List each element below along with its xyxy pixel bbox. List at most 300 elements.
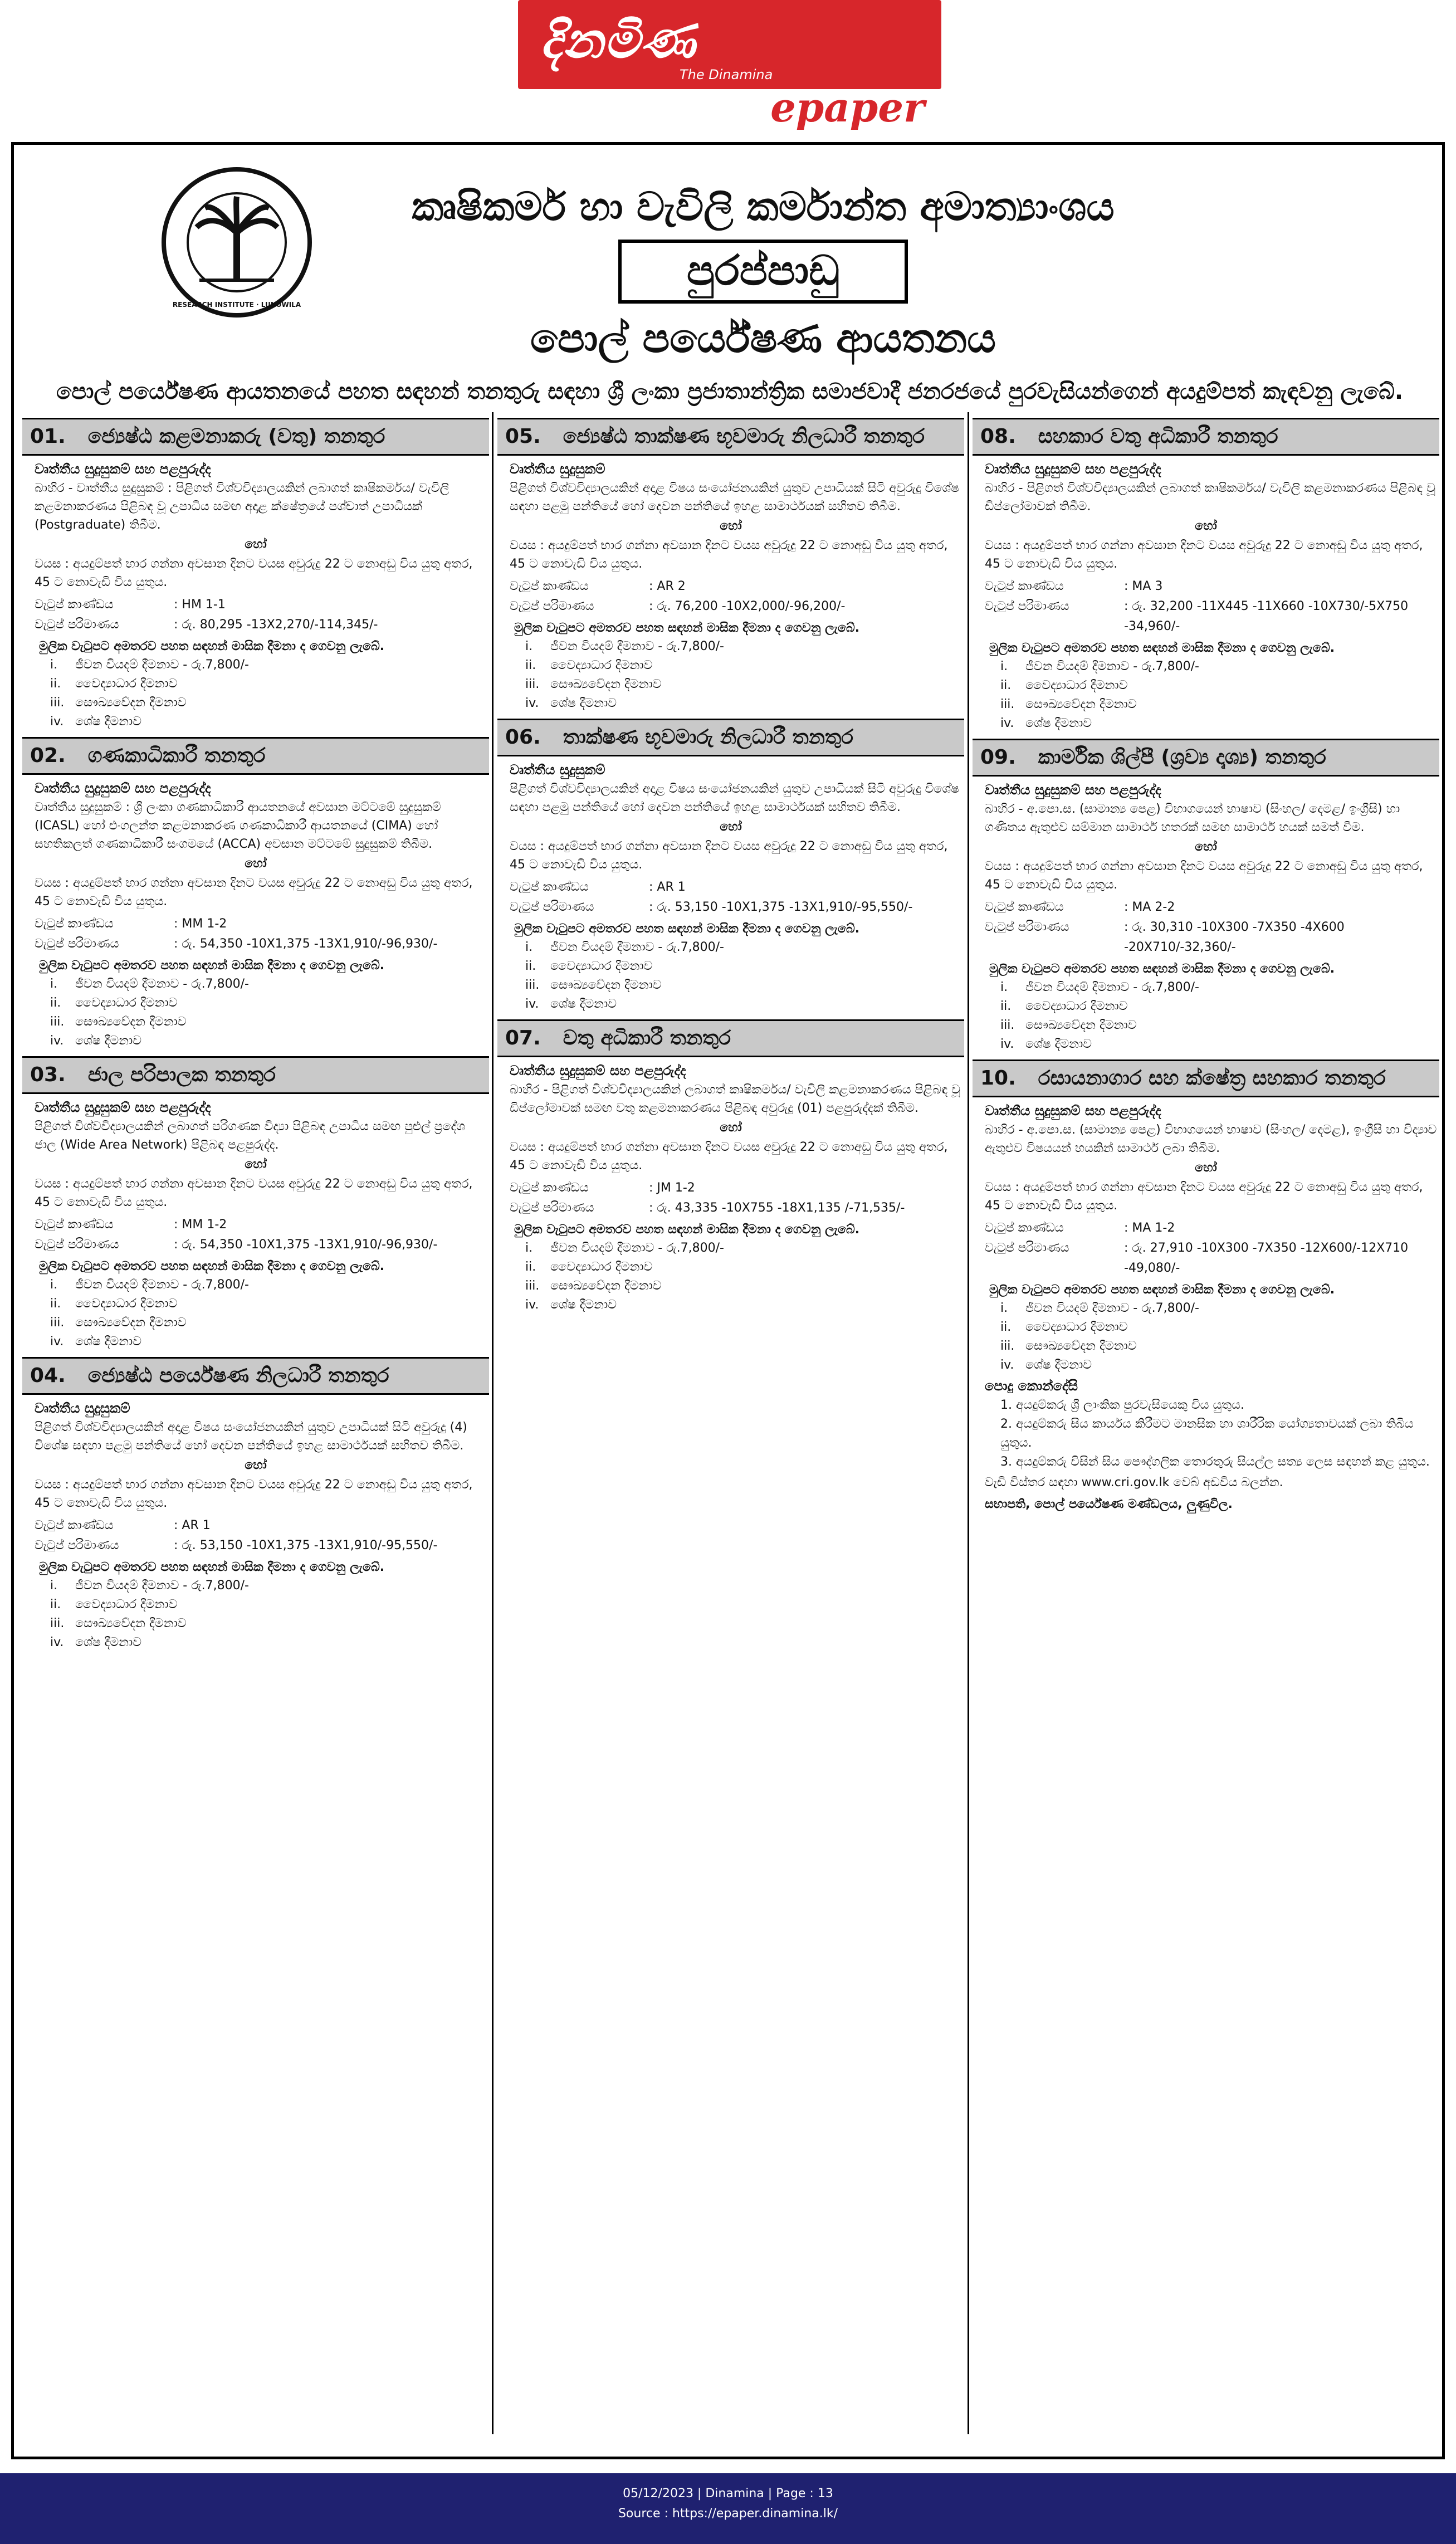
institute-logo xyxy=(162,167,312,318)
allowance-item xyxy=(1000,676,1439,695)
salary-value: : රු. 27,910 -10X300 -7X350 -12X600/-12X710 -49,080/- xyxy=(1124,1241,1409,1275)
allowance-number: i. xyxy=(1000,660,1008,673)
allowance-title: මුලික වැටුපට අමතරව පහත සඳහන් මාසික දීමනා ද ගෙවනු ලැබේ. xyxy=(39,1560,385,1574)
salary-value: : රු. 54,350 -10X1,375 -13X1,910/-96,930/- xyxy=(174,937,438,951)
allowance-number: ii. xyxy=(50,677,61,691)
allowance-title: මුලික වැටුපට අමතරව පහත සඳහන් මාසික දීමනා ද ගෙවනු ලැබේ. xyxy=(989,641,1335,655)
allowance-text: සෞඛ්‍යවේදන දීමනාව xyxy=(550,978,662,992)
allowance-number: ii. xyxy=(525,959,536,973)
allowance-number: iv. xyxy=(50,1034,64,1048)
allowance-text: ශේෂ දීමනාව xyxy=(75,1635,142,1649)
post-number: 07. xyxy=(505,1027,541,1049)
allowance-number: ii. xyxy=(525,658,536,672)
allowance-item xyxy=(50,1332,489,1351)
post-qualification-heading: වෘත්තීය සුදුසුකම් සහ පළපුරුද්ද xyxy=(35,461,211,477)
scale-label: වැටුප් කාණ්ඩය xyxy=(35,917,114,931)
post-qualification-heading: වෘත්තීය සුදුසුකම් සහ පළපුරුද්ද xyxy=(35,1100,211,1115)
allowance-text: ජීවන වියදම් දීමනාව - රු.7,800/- xyxy=(550,940,724,954)
age-text: වයස : අයදුම්පත් භාර ගන්නා අවසාන දිනට වයස අවුරුදු 22 ට නොඅඩු විය යුතු අතර, 45 ට නොවැඩි විය යුතුය. xyxy=(985,1180,1423,1213)
post-section xyxy=(22,418,489,731)
allowance-number: iii. xyxy=(525,677,540,691)
scale-label: වැටුප් කාණ්ඩය xyxy=(510,880,589,894)
masthead-edition: epaper xyxy=(770,84,925,131)
allowance-text: සෞඛ්‍යවේදන දීමනාව xyxy=(1025,1018,1137,1032)
allowance-list xyxy=(22,656,489,731)
allowance-item xyxy=(525,675,964,694)
salary-row xyxy=(510,1198,964,1218)
allowance-item xyxy=(525,656,964,675)
allowance-item xyxy=(50,1614,489,1633)
post-header xyxy=(22,1357,489,1395)
allowance-number: i. xyxy=(1000,980,1008,994)
allowance-list xyxy=(22,1276,489,1351)
scale-row xyxy=(510,577,964,597)
allowance-number: iii. xyxy=(525,1279,540,1293)
scale-label: වැටුප් කාණ්ඩය xyxy=(985,579,1064,593)
salary-row xyxy=(510,897,964,917)
salary-value: : රු. 80,295 -13X2,270/-114,345/- xyxy=(174,618,378,632)
post-header xyxy=(973,418,1439,456)
post-qualification-heading: වෘත්තීය සුදුසුකම් xyxy=(35,1400,130,1416)
allowance-list xyxy=(497,637,964,713)
post-number: 10. xyxy=(980,1067,1016,1090)
allowance-item xyxy=(1000,714,1439,733)
allowance-item xyxy=(525,976,964,995)
post-number: 03. xyxy=(30,1063,66,1086)
allowance-number: iv. xyxy=(50,715,64,729)
post-title: තාක්ෂණ භූවමාරු නිලධාරී තනතුර xyxy=(563,726,853,749)
allowance-item xyxy=(1000,1318,1439,1337)
allowance-text: සෞඛ්‍යවේදන දීමනාව xyxy=(75,696,187,710)
allowance-list xyxy=(497,1239,964,1315)
salary-label: වැටුප් පරිමාණය xyxy=(510,599,594,613)
scale-value: : MM 1-2 xyxy=(174,917,227,931)
allowance-text: සෞඛ්‍යවේදන දීමනාව xyxy=(75,1015,187,1029)
or-separator: හෝ xyxy=(245,1158,267,1171)
scale-row xyxy=(510,877,964,897)
footer-strip xyxy=(0,2473,1456,2544)
post-number: 08. xyxy=(980,425,1016,448)
allowance-text: ජීවන වියදම් දීමනාව - රු.7,800/- xyxy=(1025,1301,1199,1315)
allowance-number: iii. xyxy=(50,1015,65,1029)
or-separator: හෝ xyxy=(1195,1161,1217,1175)
salary-label: වැටුප් පරිමාණය xyxy=(510,900,594,914)
post-qualification-heading: වෘත්තීය සුදුසුකම් සහ පළපුරුද්ද xyxy=(35,780,211,796)
allowance-text: වෛද්‍යාධාර දීමනාව xyxy=(550,1260,653,1274)
column-divider xyxy=(492,412,494,2434)
allowance-number: i. xyxy=(50,1278,58,1292)
allowance-number: iv. xyxy=(525,997,539,1011)
allowance-item xyxy=(1000,1299,1439,1318)
post-body: වෘත්තීය සුදුසුකම් : ශ්‍රී ලංකා ගණකාධිකාරී ආයතනයේ අවසාන මට්ටමේ සුදුසුකම් (ICASL) හෝ එංගලන්ත කළමනාකරණ ගණකාධිකාරී ආයතනයේ (CIMA) හෝ සහතිකලත් ගණකාධිකාරී සංගමයේ (ACCA) අවසාන මට්ටමේ සුදුසුකම් තිබීම. xyxy=(35,800,441,851)
age-text: වයස : අයදුම්පත් භාර ගන්නා අවසාන දිනට වයස අවුරුදු 22 ට නොඅඩු විය යුතු අතර, 45 ට නොවැඩි විය යුතුය. xyxy=(985,539,1423,571)
post-section xyxy=(497,1019,964,1315)
post-qualification-heading: වෘත්තීය සුදුසුකම් සහ පළපුරුද්ද xyxy=(985,782,1161,798)
general-conditions xyxy=(973,1378,1439,1513)
allowance-text: ශේෂ දීමනාව xyxy=(75,1335,142,1349)
allowance-item xyxy=(1000,1337,1439,1356)
allowance-number: iv. xyxy=(1000,716,1014,730)
post-body: බාහිර - අ.පො.ස. (සාමාන්‍ය පෙළ) විභාගයෙන් භාෂාව (සිංහල/ දෙමළ), ඉංග්‍රීසි හා විද්‍යාව ඇතුළුව විෂයයන් හයකින් සාමාර්ථ ලබා තිබීම. xyxy=(985,1123,1437,1155)
allowance-number: iii. xyxy=(50,1316,65,1330)
column-1 xyxy=(22,412,489,1652)
allowance-number: i. xyxy=(50,977,58,991)
masthead-banner xyxy=(518,0,941,89)
allowance-number: iii. xyxy=(1000,1339,1015,1353)
scale-value: : MM 1-2 xyxy=(174,1218,227,1232)
allowance-number: i. xyxy=(525,1241,533,1255)
allowance-number: iv. xyxy=(50,1335,64,1349)
post-title: රසායනාගාර සහ ක්ෂේත්‍ර සහකාර තනතුර xyxy=(1038,1067,1386,1090)
ministry-title: කෘෂිකර්ම හා වැවිලි කර්මාන්ත අමාත්‍යාංශය xyxy=(412,184,1115,230)
age-text: වයස : අයදුම්පත් භාර ගන්නා අවසාන දිනට වයස අවුරුදු 22 ට නොඅඩු විය යුතු අතර, 45 ට නොවැඩි විය යුතුය. xyxy=(35,1478,473,1510)
allowance-text: ජීවන වියදම් දීමනාව - රු.7,800/- xyxy=(75,977,249,991)
allowance-item xyxy=(50,656,489,675)
allowance-number: i. xyxy=(525,940,533,954)
scale-value: : HM 1-1 xyxy=(174,598,226,612)
allowance-text: වෛද්‍යාධාර දීමනාව xyxy=(75,996,178,1010)
allowance-title: මුලික වැටුපට අමතරව පහත සඳහන් මාසික දීමනා ද ගෙවනු ලැබේ. xyxy=(514,1223,860,1237)
allowance-text: සෞඛ්‍යවේදන දීමනාව xyxy=(1025,1339,1137,1353)
salary-label: වැටුප් පරිමාණය xyxy=(35,937,119,951)
scale-row xyxy=(35,914,489,934)
or-separator: හෝ xyxy=(720,1121,742,1135)
allowance-text: ශේෂ දීමනාව xyxy=(75,715,142,729)
allowance-text: ජීවන වියදම් දීමනාව - රු.7,800/- xyxy=(550,639,724,653)
allowance-number: ii. xyxy=(1000,678,1012,692)
palm-tree-icon xyxy=(166,172,307,313)
vacancy-title: පුරප්පාඩු xyxy=(618,240,908,304)
scale-label: වැටුප් කාණ්ඩය xyxy=(510,1181,589,1195)
allowance-number: ii. xyxy=(525,1260,536,1274)
allowance-list xyxy=(22,1576,489,1652)
allowance-title: මුලික වැටුපට අමතරව පහත සඳහන් මාසික දීමනා ද ගෙවනු ලැබේ. xyxy=(989,962,1335,976)
post-section xyxy=(973,418,1439,733)
allowance-text: ශේෂ දීමනාව xyxy=(75,1034,142,1048)
allowance-text: ජීවන වියදම් දීමනාව - රු.7,800/- xyxy=(75,658,249,672)
post-header xyxy=(22,418,489,456)
allowance-item xyxy=(525,995,964,1014)
allowance-item xyxy=(1000,978,1439,997)
post-section xyxy=(22,1357,489,1652)
allowance-item xyxy=(50,1313,489,1332)
post-body: බාහිර - අ.පො.ස. (සාමාන්‍ය පෙළ) විභාගයෙන් භාෂාව (සිංහල/ දෙමළ/ ඉංග්‍රීසි) හා ගණිතය ඇතුළුව සම්මාන සාමාර්ථ හතරක් සමඟ සාමාර්ථ හයක් සමත් වීම. xyxy=(985,802,1400,834)
allowance-text: ජීවන වියදම් දීමනාව - රු.7,800/- xyxy=(75,1579,249,1593)
scale-value: : MA 3 xyxy=(1124,579,1163,593)
post-title: ගණකාධිකාරී තනතුර xyxy=(87,744,266,767)
scale-row xyxy=(985,577,1439,597)
post-body: පිළිගත් විශ්වවිද්‍යාලයකින් අදාළ විෂය සංයෝජනයකින් යුතුව උපාධියක් සිටි අවුරුදු විශේෂ සඳහා පළමු පන්තියේ හෝ දෙවන පන්තියේ ඉහළ සාමාර්ථයක් සහිතව තිබීම. xyxy=(510,481,960,514)
allowance-item xyxy=(525,1258,964,1277)
signature: සභාපති, පොල් පර්යේෂණ මණ්ඩලය, ලුණුවිල. xyxy=(985,1497,1233,1511)
allowance-number: ii. xyxy=(1000,1320,1012,1334)
masthead-subtitle: The Dinamina xyxy=(680,67,773,82)
post-body: බාහිර - වෘත්තීය සුදුසුකම් : පිළිගත් විශ්වවිද්‍යාලයකින් ලබාගත් කෘෂිකර්මය/ වැවිලි කළමනාකරණය පිළිබඳ වූ උපාධිය සමඟ අදාළ ක්ෂේත්‍රයේ පශ්චාත් උපාධියක් (Postgraduate) තිබීම. xyxy=(35,481,449,532)
scale-value: : JM 1-2 xyxy=(649,1181,695,1195)
allowance-number: i. xyxy=(50,1579,58,1593)
allowance-item xyxy=(1000,1035,1439,1054)
institute-title: පොල් පර්යේෂණ ආයතනය xyxy=(530,315,996,362)
post-title: සහකාර වතු අධිකාරී තනතුර xyxy=(1038,425,1278,448)
post-body: පිළිගත් විශ්වවිද්‍යාලයකින් අදාළ විෂය සංයෝජනයකින් යුතුව උපාධියක් සිටි අවුරුදු විශේෂ සඳහා පළමු පන්තියේ හෝ දෙවන පන්තියේ ඉහළ සාමාර්ථයක් සහිතව තිබීම. xyxy=(510,782,960,814)
post-qualification-heading: වෘත්තීය සුදුසුකම් xyxy=(510,762,605,778)
scale-value: : AR 1 xyxy=(174,1518,211,1532)
allowance-list xyxy=(22,975,489,1051)
salary-label: වැටුප් පරිමාණය xyxy=(35,618,119,632)
allowance-item xyxy=(50,1576,489,1595)
allowance-item xyxy=(525,938,964,957)
allowance-number: ii. xyxy=(50,996,61,1010)
scale-value: : AR 2 xyxy=(649,579,686,593)
allowance-text: වෛද්‍යාධාර දීමනාව xyxy=(75,677,178,691)
footer-line: 05/12/2023 | Dinamina | Page : 13 xyxy=(623,2487,833,2501)
salary-value: : රු. 53,150 -10X1,375 -13X1,910/-95,550/- xyxy=(174,1539,438,1552)
or-separator: හෝ xyxy=(245,538,267,551)
general-item: 3. අයදුම්කරු විසින් සිය පෞද්ගලික තොරතුරු සියල්ල සත්‍ය ලෙස සඳහන් කළ යුතුය. xyxy=(1000,1455,1430,1469)
allowance-text: සෞඛ්‍යවේදන දීමනාව xyxy=(75,1316,187,1330)
allowance-item xyxy=(50,694,489,712)
allowance-text: ශේෂ දීමනාව xyxy=(550,997,617,1011)
or-separator: හෝ xyxy=(1195,840,1217,854)
post-qualification-heading: වෘත්තීය සුදුසුකම් xyxy=(510,461,605,477)
allowance-item xyxy=(50,1013,489,1032)
salary-row xyxy=(35,934,489,954)
post-body: පිළිගත් විශ්වවිද්‍යාලයකින් ලබාගත් පරිගණක විද්‍යා පිළිබඳ උපාධිය සමඟ පුළුල් ප්‍රදේශ ජාල (Wide Area Network) පිළිබඳ පළපුරුද්ද. xyxy=(35,1120,466,1152)
allowance-item xyxy=(525,957,964,976)
post-section xyxy=(22,1056,489,1351)
allowance-title: මුලික වැටුපට අමතරව පහත සඳහන් මාසික දීමනා ද ගෙවනු ලැබේ. xyxy=(514,621,860,635)
allowance-text: වෛද්‍යාධාර දීමනාව xyxy=(1025,999,1128,1013)
salary-row xyxy=(35,615,489,635)
allowance-item xyxy=(525,1277,964,1296)
allowance-number: iv. xyxy=(1000,1037,1014,1051)
allowance-title: මුලික වැටුපට අමතරව පහත සඳහන් මාසික දීමනා ද ගෙවනු ලැබේ. xyxy=(39,959,385,973)
allowance-item xyxy=(50,1276,489,1295)
footer-source: Source : https://epaper.dinamina.lk/ xyxy=(618,2507,838,2521)
post-section xyxy=(973,1059,1439,1375)
allowance-item xyxy=(50,1295,489,1313)
post-title: ජ්‍යෙෂ්ඨ තාක්ෂණ භූවමාරු නිලධාරී තනතුර xyxy=(563,425,925,448)
salary-value: : රු. 53,150 -10X1,375 -13X1,910/-95,550/- xyxy=(649,900,913,914)
column-2 xyxy=(497,412,964,1315)
allowance-text: සෞඛ්‍යවේදන දීමනාව xyxy=(550,677,662,691)
allowance-text: සෞඛ්‍යවේදන දීමනාව xyxy=(75,1617,187,1630)
allowance-number: iii. xyxy=(50,1617,65,1630)
salary-row xyxy=(35,1536,489,1556)
allowance-item xyxy=(50,1633,489,1652)
post-body: බාහිර - පිළිගත් විශ්වවිද්‍යාලයකින් ලබාගත් කෘෂිකර්මය/ වැවිලි කළමනාකරණය පිළිබඳ වූ ඩිප්ලෝමාවක් තිබීම. xyxy=(985,481,1435,514)
salary-row xyxy=(985,597,1439,637)
post-header xyxy=(22,737,489,775)
allowance-title: මුලික වැටුපට අමතරව පහත සඳහන් මාසික දීමනා ද ගෙවනු ලැබේ. xyxy=(989,1283,1335,1297)
post-title: ජ්‍යෙෂ්ඨ පර්යේෂණ නිලධාරී තනතුර xyxy=(87,1364,389,1387)
allowance-text: ජීවන වියදම් දීමනාව - රු.7,800/- xyxy=(1025,980,1199,994)
scale-row xyxy=(35,1215,489,1235)
post-title: කාර්මික ශිල්පී (ශ්‍රව්‍ය දෘශ්‍ය) තනතුර xyxy=(1038,746,1326,769)
masthead xyxy=(518,0,941,131)
age-text: වයස : අයදුම්පත් භාර ගන්නා අවසාන දිනට වයස අවුරුදු 22 ට නොඅඩු විය යුතු අතර, 45 ට නොවැඩි විය යුතුය. xyxy=(510,539,948,571)
allowance-number: iv. xyxy=(525,1298,539,1312)
post-header xyxy=(973,739,1439,777)
scale-row xyxy=(510,1178,964,1198)
age-text: වයස : අයදුම්පත් භාර ගන්නා අවසාන දිනට වයස අවුරුදු 22 ට නොඅඩු විය යුතු අතර, 45 ට නොවැඩි විය යුතුය. xyxy=(35,1177,473,1209)
scale-value: : MA 1-2 xyxy=(1124,1221,1175,1235)
or-separator: හෝ xyxy=(245,1458,267,1472)
salary-value: : රු. 76,200 -10X2,000/-96,200/- xyxy=(649,599,846,613)
or-separator: හෝ xyxy=(245,857,267,871)
allowance-text: ශේෂ දීමනාව xyxy=(550,1298,617,1312)
masthead-title: දිනමිණ xyxy=(540,11,697,69)
allowance-item xyxy=(50,1032,489,1051)
allowance-number: i. xyxy=(1000,1301,1008,1315)
post-header xyxy=(497,1019,964,1057)
allowance-title: මුලික වැටුපට අමතරව පහත සඳහන් මාසික දීමනා ද ගෙවනු ලැබේ. xyxy=(39,639,385,653)
allowance-number: iv. xyxy=(1000,1358,1014,1372)
allowance-list xyxy=(973,978,1439,1054)
logo-text: RESEARCH INSTITUTE · LUNUWILA xyxy=(172,301,301,309)
allowance-item xyxy=(50,994,489,1013)
post-body: පිළිගත් විශ්වවිද්‍යාලයකින් අදාළ විෂය සංයෝජනයකින් යුතුව උපාධියක් සිටි අවුරුදු (4) විශේෂ සඳහා පළමු පන්තියේ හෝ දෙවන පන්තියේ ඉහළ සාමාර්ථයක් සහිතව තිබීම. xyxy=(35,1420,467,1453)
allowance-item xyxy=(525,1296,964,1315)
allowance-text: වෛද්‍යාධාර දීමනාව xyxy=(1025,1320,1128,1334)
or-separator: හෝ xyxy=(720,519,742,533)
allowance-text: වෛද්‍යාධාර දීමනාව xyxy=(550,658,653,672)
general-item: 2. අයදුම්කරු සිය කාර්යය කිරීමට මානසික හා ශාරීරික යෝග්‍යතාවයක් ලබා තිබිය යුතුය. xyxy=(1000,1417,1414,1450)
allowance-text: ශේෂ දීමනාව xyxy=(550,696,617,710)
allowance-text: ජීවන වියදම් දීමනාව - රු.7,800/- xyxy=(550,1241,724,1255)
age-text: වයස : අයදුම්පත් භාර ගන්නා අවසාන දිනට වයස අවුරුදු 22 ට නොඅඩු විය යුතු අතර, 45 ට නොවැඩි විය යුතුය. xyxy=(510,839,948,872)
allowance-text: ජීවන වියදම් දීමනාව - රු.7,800/- xyxy=(1025,660,1199,673)
allowance-number: i. xyxy=(50,658,58,672)
salary-label: වැටුප් පරිමාණය xyxy=(510,1201,594,1215)
allowance-item xyxy=(50,712,489,731)
allowance-item xyxy=(50,1595,489,1614)
post-title: ජාල පරිපාලක තනතුර xyxy=(87,1063,276,1086)
or-separator: හෝ xyxy=(720,820,742,834)
general-item: 1. අයදුම්කරු ශ්‍රී ලාංකික පුරවැසියෙකු විය යුතුය. xyxy=(1000,1398,1244,1412)
scale-row xyxy=(985,1218,1439,1238)
allowance-title: මුලික වැටුපට අමතරව පහත සඳහන් මාසික දීමනා ද ගෙවනු ලැබේ. xyxy=(514,922,860,936)
salary-value: : රු. 30,310 -10X300 -7X350 -4X600 -20X710/-32,360/- xyxy=(1124,920,1345,954)
or-separator: හෝ xyxy=(1195,519,1217,533)
salary-value: : රු. 32,200 -11X445 -11X660 -10X730/-5X750 -34,960/- xyxy=(1124,599,1409,633)
column-divider xyxy=(968,412,969,2434)
allowance-item xyxy=(50,675,489,694)
allowance-item xyxy=(1000,1356,1439,1375)
allowance-text: සෞඛ්‍යවේදන දීමනාව xyxy=(1025,697,1137,711)
post-section xyxy=(497,719,964,1014)
post-header xyxy=(497,719,964,756)
allowance-item xyxy=(1000,695,1439,714)
age-text: වයස : අයදුම්පත් භාර ගන්නා අවසාන දිනට වයස අවුරුදු 22 ට නොඅඩු විය යුතු අතර, 45 ට නොවැඩි විය යුතුය. xyxy=(35,876,473,909)
salary-label: වැටුප් පරිමාණය xyxy=(35,1539,119,1552)
post-number: 02. xyxy=(30,744,66,767)
post-title: වතු අධිකාරී තනතුර xyxy=(563,1027,731,1049)
allowance-number: iii. xyxy=(525,978,540,992)
post-number: 06. xyxy=(505,726,541,749)
scale-label: වැටුප් කාණ්ඩය xyxy=(985,1221,1064,1235)
scale-label: වැටුප් කාණ්ඩය xyxy=(35,598,114,612)
allowance-list xyxy=(973,657,1439,733)
allowance-text: වෛද්‍යාධාර දීමනාව xyxy=(75,1598,178,1612)
allowance-number: iv. xyxy=(525,696,539,710)
allowance-number: i. xyxy=(525,639,533,653)
salary-label: වැටුප් පරිමාණය xyxy=(35,1238,119,1252)
post-qualification-heading: වෘත්තීය සුදුසුකම් සහ පළපුරුද්ද xyxy=(985,1103,1161,1119)
salary-row xyxy=(985,917,1439,958)
scale-label: වැටුප් කාණ්ඩය xyxy=(985,900,1064,914)
allowance-number: iii. xyxy=(50,696,65,710)
allowance-number: ii. xyxy=(50,1297,61,1311)
salary-row xyxy=(510,597,964,617)
allowance-item xyxy=(1000,657,1439,676)
post-number: 05. xyxy=(505,425,541,448)
salary-label: වැටුප් පරිමාණය xyxy=(985,920,1069,934)
post-section xyxy=(973,739,1439,1054)
scale-label: වැටුප් කාණ්ඩය xyxy=(35,1518,114,1532)
allowance-item xyxy=(525,1239,964,1258)
scale-row xyxy=(35,595,489,615)
scale-value: : AR 1 xyxy=(649,880,686,894)
allowance-list xyxy=(497,938,964,1014)
post-body: බාහිර - පිළිගත් විශ්වවිද්‍යාලයකින් ලබාගත් කෘෂිකර්මය/ වැවිලි කළමනාකරණය පිළිබඳ වූ ඩිප්ලෝමාවක් සමඟ වතු කළමනාකරණය පිළිබඳ අවුරුදු (01) පළපුරුද්දක් තිබීම. xyxy=(510,1083,960,1115)
salary-label: වැටුප් පරිමාණය xyxy=(985,1241,1069,1255)
scale-label: වැටුප් කාණ්ඩය xyxy=(35,1218,114,1232)
post-title: ජ්‍යෙෂ්ඨ කළමනාකරු (වතු) තනතුර xyxy=(87,425,385,448)
salary-row xyxy=(985,1238,1439,1278)
allowance-text: ශේෂ දීමනාව xyxy=(1025,716,1092,730)
post-qualification-heading: වෘත්තීය සුදුසුකම් සහ පළපුරුද්ද xyxy=(510,1063,686,1078)
allowance-title: මුලික වැටුපට අමතරව පහත සඳහන් මාසික දීමනා ද ගෙවනු ලැබේ. xyxy=(39,1259,385,1273)
salary-row xyxy=(35,1235,489,1255)
website-note: වැඩි විස්තර සඳහා www.cri.gov.lk වෙබ් අඩවිය බලන්න. xyxy=(985,1476,1283,1490)
allowance-text: ජීවන වියදම් දීමනාව - රු.7,800/- xyxy=(75,1278,249,1292)
allowance-number: ii. xyxy=(50,1598,61,1612)
allowance-number: iii. xyxy=(1000,697,1015,711)
scale-label: වැටුප් කාණ්ඩය xyxy=(510,579,589,593)
allowance-text: ශේෂ දීමනාව xyxy=(1025,1037,1092,1051)
salary-label: වැටුප් පරිමාණය xyxy=(985,599,1069,613)
allowance-text: සෞඛ්‍යවේදන දීමනාව xyxy=(550,1279,662,1293)
allowance-text: ශේෂ දීමනාව xyxy=(1025,1358,1092,1372)
post-section xyxy=(22,737,489,1051)
allowance-text: වෛද්‍යාධාර දීමනාව xyxy=(550,959,653,973)
post-header xyxy=(22,1056,489,1094)
allowance-number: ii. xyxy=(1000,999,1012,1013)
age-text: වයස : අයදුම්පත් භාර ගන්නා අවසාන දිනට වයස අවුරුදු 22 ට නොඅඩු විය යුතු අතර, 45 ට නොවැඩි විය යුතුය. xyxy=(985,860,1423,892)
column-3 xyxy=(973,412,1439,1517)
post-number: 04. xyxy=(30,1364,66,1387)
allowance-item xyxy=(525,637,964,656)
salary-value: : රු. 54,350 -10X1,375 -13X1,910/-96,930/- xyxy=(174,1238,438,1252)
age-text: වයස : අයදුම්පත් භාර ගන්නා අවසාන දිනට වයස අවුරුදු 22 ට නොඅඩු විය යුතු අතර, 45 ට නොවැඩි විය යුතුය. xyxy=(510,1140,948,1173)
post-qualification-heading: වෘත්තීය සුදුසුකම් සහ පළපුරුද්ද xyxy=(985,461,1161,477)
allowance-list xyxy=(973,1299,1439,1375)
allowance-item xyxy=(1000,997,1439,1016)
post-header xyxy=(497,418,964,456)
allowance-number: iii. xyxy=(1000,1018,1015,1032)
post-number: 09. xyxy=(980,746,1016,769)
allowance-number: iv. xyxy=(50,1635,64,1649)
allowance-text: වෛද්‍යාධාර දීමනාව xyxy=(75,1297,178,1311)
general-title: පොදු කොන්දේසි xyxy=(985,1378,1078,1394)
scale-row xyxy=(35,1516,489,1536)
post-section xyxy=(497,418,964,713)
age-text: වයස : අයදුම්පත් භාර ගන්නා අවසාන දිනට වයස අවුරුදු 22 ට නොඅඩු විය යුතු අතර, 45 ට නොවැඩි විය යුතුය. xyxy=(35,557,473,589)
intro-text: පොල් පර්යේෂණ ආයතනයේ පහත සඳහන් තනතුරු සඳහා ශ්‍රී ලංකා ප්‍රජාතාන්ත්‍රික සමාජවාදී ජනරජයේ පුරවැසියන්ගෙන් අයදුම්පත් කැඳවනු ලැබේ. xyxy=(56,379,1404,404)
scale-row xyxy=(985,897,1439,917)
allowance-item xyxy=(525,694,964,713)
